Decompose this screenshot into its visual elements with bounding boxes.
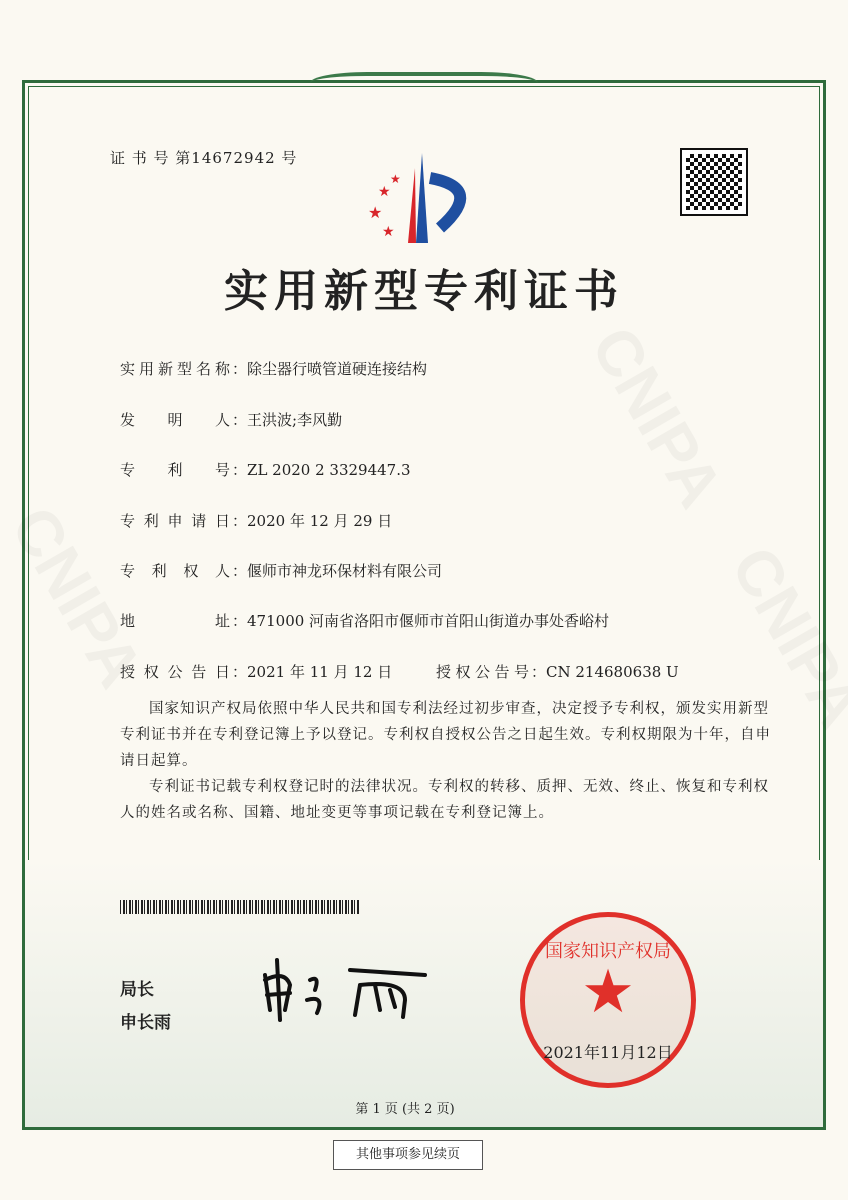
field-filing-date: 专利申请日：2020 年 12 月 29 日 <box>120 512 393 530</box>
svg-text:★: ★ <box>378 184 391 200</box>
svg-text:★: ★ <box>581 957 635 1027</box>
field-grant-date: 授权公告日：2021 年 11 月 12 日 <box>120 663 393 681</box>
certificate-number: 证 书 号 第14672942 号 <box>110 149 298 167</box>
director-title: 局长 <box>120 980 154 1000</box>
field-name: 实用新型名称：除尘器行喷管道硬连接结构 <box>120 360 428 378</box>
seal-date: 2021年11月12日 <box>543 1043 673 1062</box>
seal-text: 国家知识产权局 <box>545 941 671 962</box>
field-address: 地址：471000 河南省洛阳市偃师市首阳山街道办事处香峪村 <box>120 612 610 630</box>
field-patentee: 专利权人：偃师市神龙环保材料有限公司 <box>120 562 443 580</box>
field-patent-number: 专利号：ZL 2020 2 3329447.3 <box>120 461 411 479</box>
statement-paragraph: 专利证书记载专利权登记时的法律状况。专利权的转移、质押、无效、终止、恢复和专利权人的姓名或名称、国籍、地址变更等事项记载在专利登记簿上。 <box>120 779 769 821</box>
statement-paragraph: 国家知识产权局依照中华人民共和国专利法经过初步审查，决定授予专利权，颁发实用新型专利证书并在专利登记簿上予以登记。专利权自授权公告之日起生效。专利权期限为十年，自申请日起算。 <box>120 701 771 769</box>
barcode <box>120 900 360 914</box>
statement <box>120 696 772 826</box>
field-inventor: 发明人：王洪波;李风勤 <box>120 411 343 429</box>
director-name: 申长雨 <box>120 1013 171 1033</box>
svg-text:★: ★ <box>368 203 383 222</box>
top-ornament <box>310 72 538 94</box>
continued-note: 其他事项参见续页 <box>333 1140 483 1170</box>
field-announce-number: 授权公告号：CN 214680638 U <box>436 663 679 681</box>
svg-text:★: ★ <box>382 224 395 240</box>
svg-text:★: ★ <box>390 172 401 186</box>
page-title: 实用新型专利证书 <box>224 266 624 317</box>
page-number: 第 1 页 (共 2 页) <box>355 1102 455 1117</box>
qr-code <box>682 150 746 214</box>
cnipa-logo <box>360 148 490 248</box>
signature <box>255 955 440 1025</box>
